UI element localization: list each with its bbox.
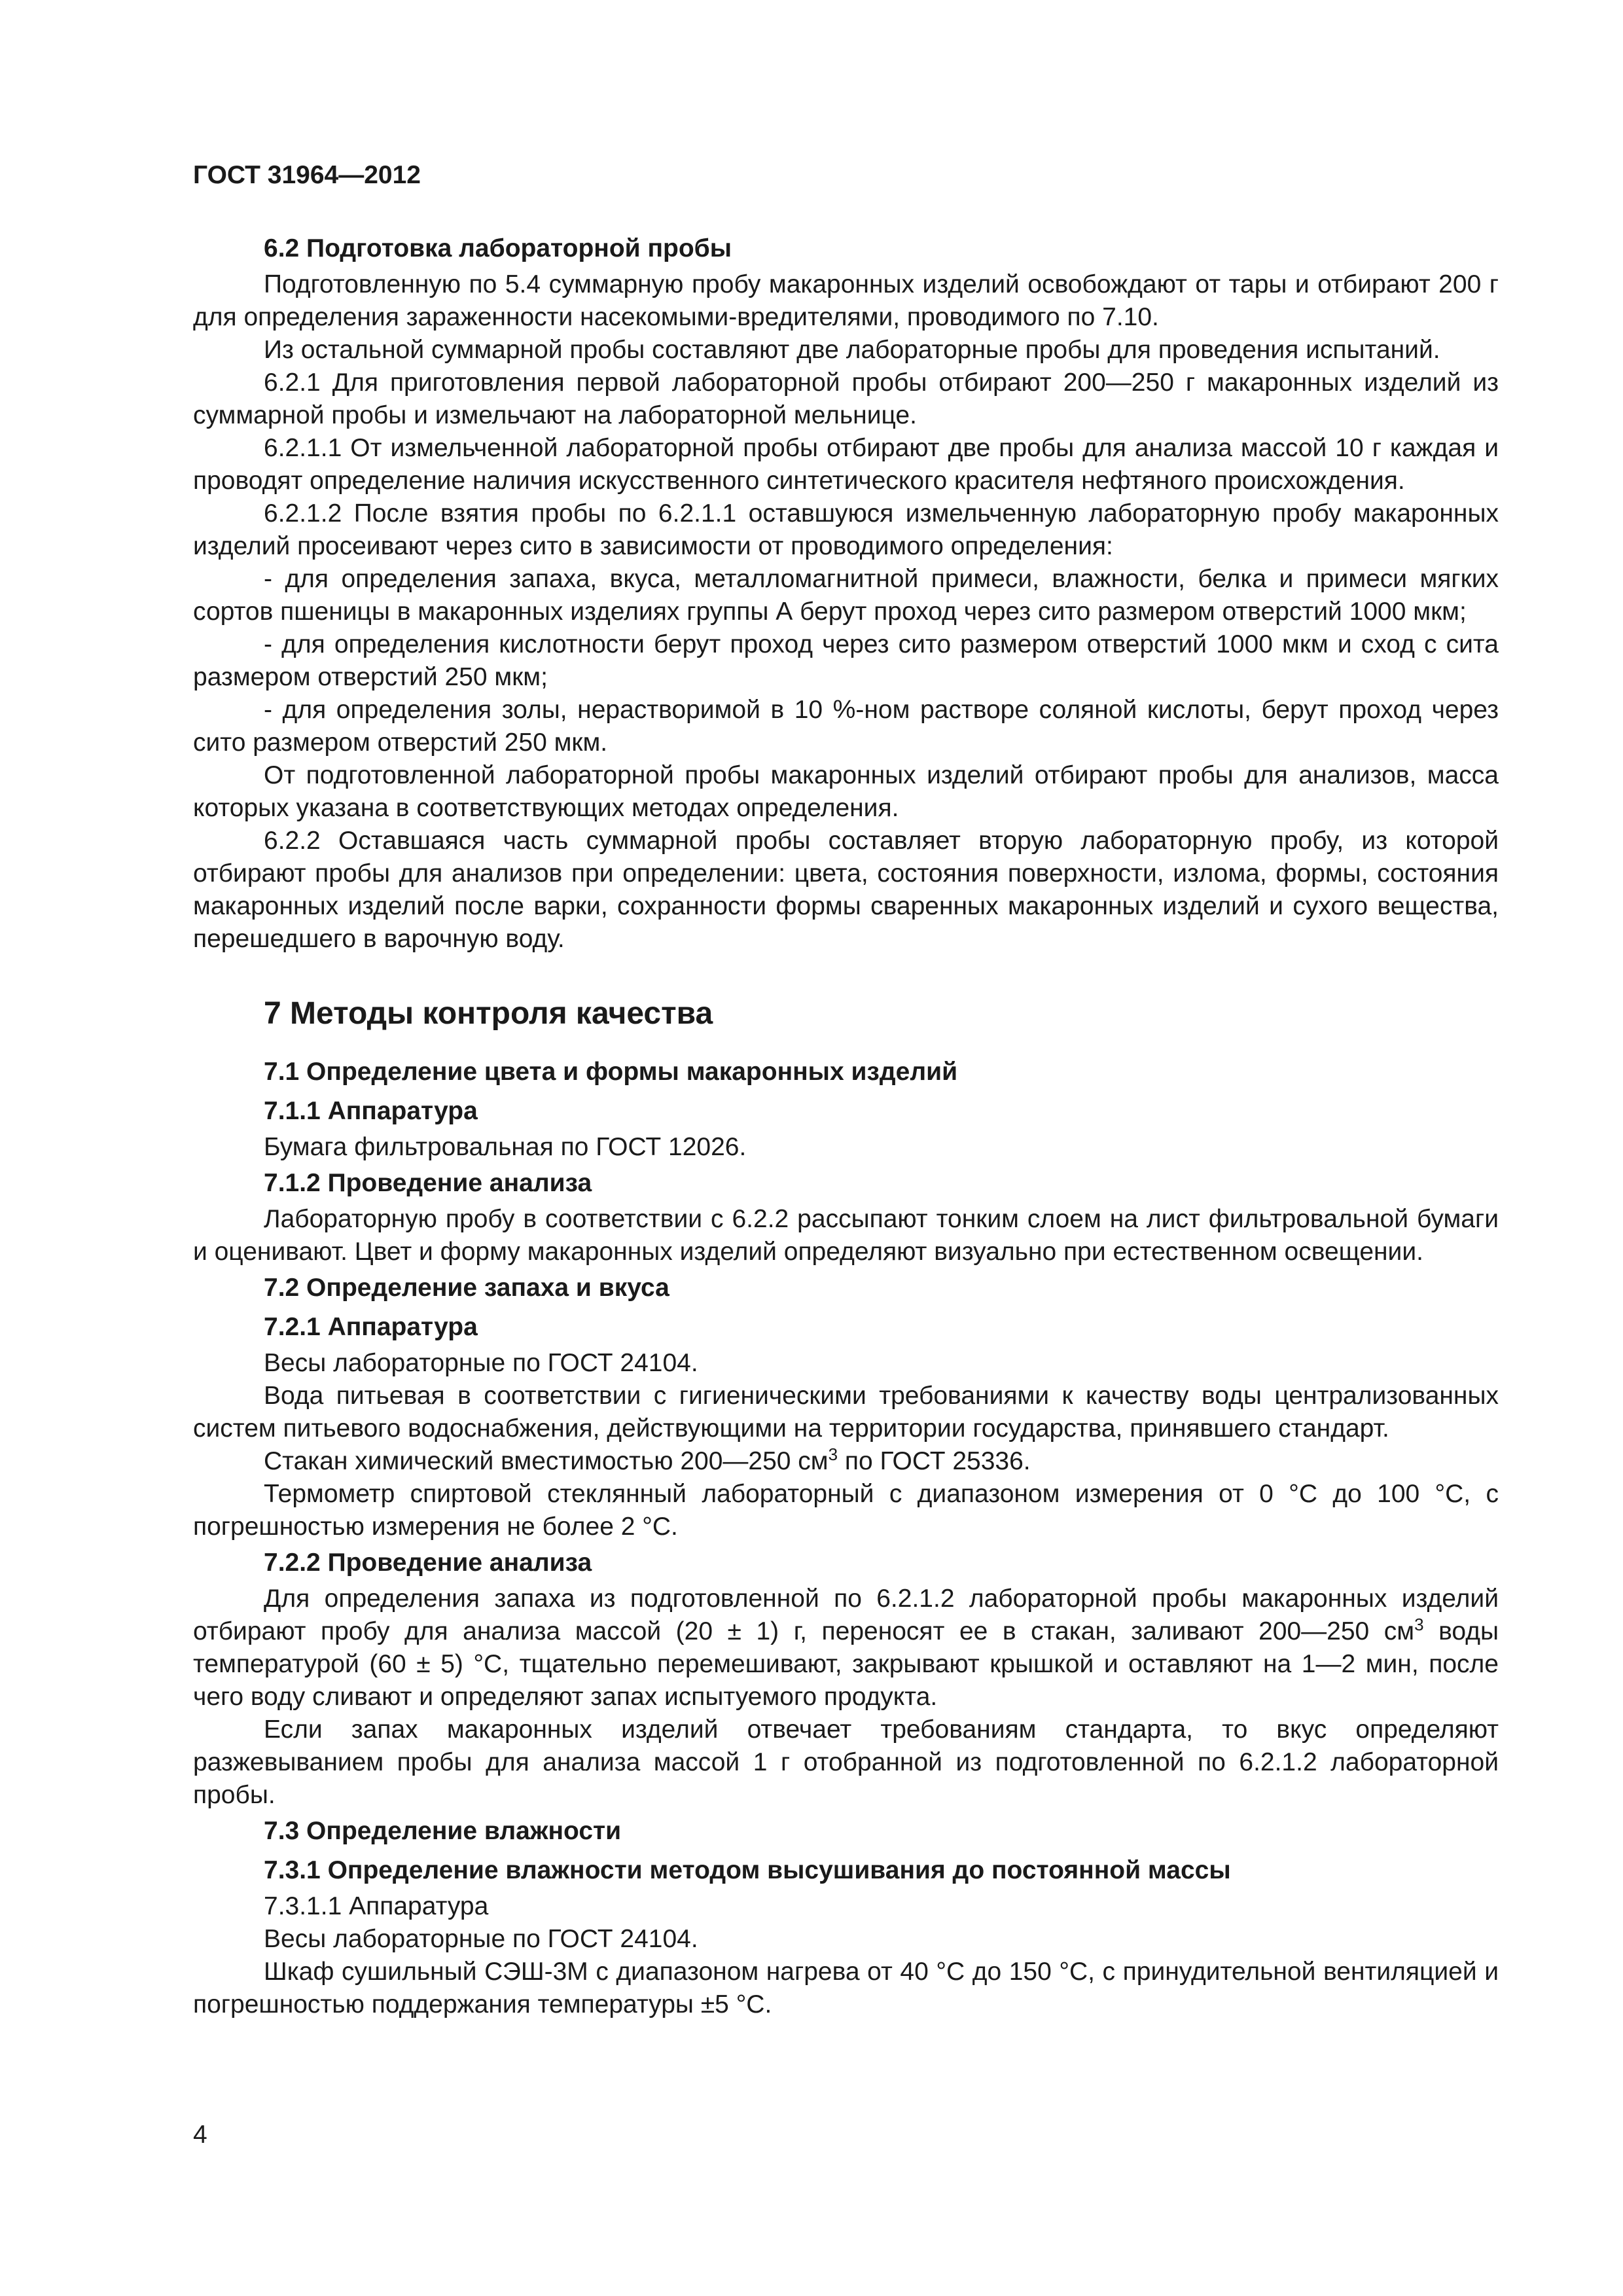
paragraph: [193, 1583, 1499, 1713]
paragraph: 7.3.1.1 Аппаратура: [264, 1892, 489, 1920]
paragraph: Весы лабораторные по ГОСТ 24104.: [264, 1925, 698, 1953]
paragraph: 6.2.2 Оставшаяся часть суммарной пробы составляет вторую лабораторную пробу, из которой отбирают пробы для анализов при определении: цвета, состояния поверхности, излома, формы, состояния макаронных изделий после варки, сохранности формы сваренных макаронных изделий и сухого вещества, перешедшего в варочную воду.: [193, 827, 1499, 953]
paragraph: 6.2.1 Для приготовления первой лабораторной пробы отбирают 200—250 г макаронных изделий из суммарной пробы и измельчают на лабораторной мельнице.: [193, 368, 1499, 429]
section-heading: 7 Методы контроля качества: [264, 996, 713, 1031]
paragraph: Подготовленную по 5.4 суммарную пробу макаронных изделий освобождают от тары и отбирают 200 г для определения зараженности насекомыми-вредителями, проводимого по 7.10.: [193, 270, 1499, 331]
paragraph: Бумага фильтровальная по ГОСТ 12026.: [264, 1133, 747, 1161]
subsection-heading: 7.1.1 Аппаратура: [264, 1097, 478, 1125]
paragraph-text: Для определения запаха из подготовленной по 6.2.1.2 лабораторной пробы макаронных изделий отбирают пробу для анализа массой (20 ± 1) г, переносят ее в стакан, заливают 200—250 см: [193, 1585, 1499, 1645]
page-number: 4: [193, 2121, 207, 2149]
paragraph-text: воды температурой (60 ± 5) °С, тщательно перемешивают, закрывают крышкой и оставляют на 1—2 мин, после чего воду сливают и определяют запах испытуемого продукта.: [193, 1617, 1499, 1711]
superscript: 3: [1414, 1615, 1424, 1634]
paragraph-text: Стакан химический вместимостью 200—250 см: [264, 1447, 829, 1475]
superscript: 3: [828, 1444, 838, 1464]
paragraph: От подготовленной лабораторной пробы макаронных изделий отбирают пробы для анализов, масса которых указана в соответствующих методах определения.: [193, 761, 1499, 822]
subsection-heading: 7.3.1 Определение влажности методом высушивания до постоянной массы: [264, 1856, 1231, 1884]
paragraph: Весы лабораторные по ГОСТ 24104.: [264, 1349, 698, 1377]
paragraph: [193, 1445, 1499, 1478]
paragraph-text: по ГОСТ 25336.: [838, 1447, 1031, 1475]
document-header: ГОСТ 31964—2012: [193, 161, 421, 189]
document-body: [193, 229, 1499, 2021]
paragraph: Вода питьевая в соответствии с гигиеническими требованиями к качеству воды централизованных систем питьевого водоснабжения, действующими на территории государства, принявшего стандарт.: [193, 1382, 1499, 1443]
subsection-heading: 7.2.1 Аппаратура: [264, 1313, 478, 1341]
subsection-heading: 7.1 Определение цвета и формы макаронных изделий: [264, 1058, 958, 1086]
subsection-heading: 7.1.2 Проведение анализа: [264, 1169, 592, 1197]
subsection-heading: 7.3 Определение влажности: [264, 1817, 622, 1845]
paragraph: Если запах макаронных изделий отвечает требованиям стандарта, то вкус определяют разжевыванием пробы для анализа массой 1 г отобранной из подготовленной по 6.2.1.2 лабораторной пробы.: [193, 1715, 1499, 1809]
paragraph: Термометр спиртовой стеклянный лабораторный с диапазоном измерения от 0 °С до 100 °С, с погрешностью измерения не более 2 °С.: [193, 1480, 1499, 1541]
paragraph: 6.2.1.1 От измельченной лабораторной пробы отбирают две пробы для анализа массой 10 г каждая и проводят определение наличия искусственного синтетического красителя нефтяного происхождения.: [193, 434, 1499, 495]
subsection-heading: 6.2 Подготовка лабораторной пробы: [264, 234, 732, 262]
paragraph: Шкаф сушильный СЭШ-3М с диапазоном нагрева от 40 °С до 150 °С, с принудительной вентиляцией и погрешностью поддержания температуры ±5 °С.: [193, 1958, 1499, 2018]
subsection-heading: 7.2 Определение запаха и вкуса: [264, 1274, 669, 1302]
paragraph: Из остальной суммарной пробы составляют две лабораторные пробы для проведения испытаний.: [264, 336, 1440, 364]
paragraph: Лабораторную пробу в соответствии с 6.2.2 рассыпают тонким слоем на лист фильтровальной бумаги и оценивают. Цвет и форму макаронных изделий определяют визуально при естественном освещении.: [193, 1205, 1499, 1266]
paragraph: - для определения кислотности берут проход через сито размером отверстий 1000 мкм и сход с сита размером отверстий 250 мкм;: [193, 630, 1499, 691]
paragraph: - для определения запаха, вкуса, металломагнитной примеси, влажности, белка и примеси мягких сортов пшеницы в макаронных изделиях группы А берут проход через сито размером отверстий 1000 мкм;: [193, 565, 1499, 626]
subsection-heading: 7.2.2 Проведение анализа: [264, 1549, 592, 1577]
paragraph: 6.2.1.2 После взятия пробы по 6.2.1.1 оставшуюся измельченную лабораторную пробу макаронных изделий просеивают через сито в зависимости от проводимого определения:: [193, 499, 1499, 560]
paragraph: - для определения золы, нерастворимой в 10 %-ном растворе соляной кислоты, берут проход через сито размером отверстий 250 мкм.: [193, 696, 1499, 757]
